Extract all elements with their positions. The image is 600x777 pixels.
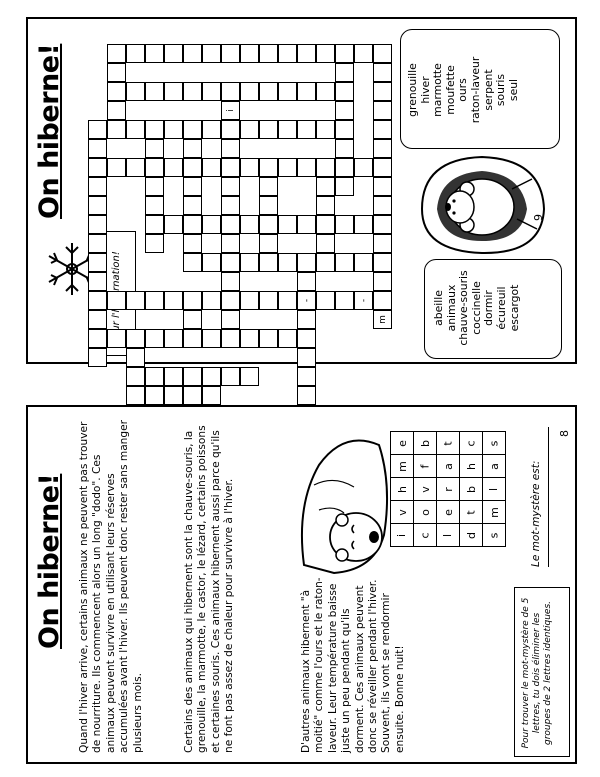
word-right-3: moufette xyxy=(443,65,457,115)
crossword-cell[interactable] xyxy=(373,291,392,310)
crossword-cell[interactable] xyxy=(373,215,392,234)
crossword-cell[interactable] xyxy=(316,215,335,234)
crossword-cell[interactable] xyxy=(88,310,107,329)
crossword-cell[interactable] xyxy=(240,158,259,177)
crossword-cell[interactable] xyxy=(145,139,164,158)
letter-grid-cell: h xyxy=(460,455,483,478)
crossword-cell[interactable] xyxy=(278,120,297,139)
crossword-cell[interactable] xyxy=(88,120,107,139)
crossword-prefilled-letter: i xyxy=(225,109,236,112)
crossword-cell[interactable] xyxy=(145,120,164,139)
crossword-title: On hiberne! xyxy=(34,43,65,219)
crossword-cell[interactable] xyxy=(259,291,278,310)
crossword-cell[interactable] xyxy=(259,253,278,272)
crossword-cell[interactable] xyxy=(335,101,354,120)
crossword-cell[interactable] xyxy=(316,177,335,196)
crossword-cell[interactable] xyxy=(373,234,392,253)
word-list-box-right xyxy=(400,29,560,149)
letter-grid-cell: l xyxy=(483,478,506,501)
crossword-cell[interactable] xyxy=(316,196,335,215)
letter-grid-cell: m xyxy=(483,501,506,524)
word-left-5: écureuil xyxy=(494,286,508,330)
crossword-cell[interactable] xyxy=(278,158,297,177)
letter-grid-cell: o xyxy=(414,501,437,524)
crossword-cell[interactable] xyxy=(259,215,278,234)
crossword-cell[interactable] xyxy=(240,291,259,310)
crossword-cell[interactable] xyxy=(145,291,164,310)
crossword-cell[interactable] xyxy=(183,234,202,253)
crossword-cell[interactable] xyxy=(88,139,107,158)
crossword-cell[interactable] xyxy=(202,82,221,101)
letter-grid-cell: e xyxy=(391,432,414,455)
crossword-cell[interactable] xyxy=(297,120,316,139)
crossword-cell[interactable] xyxy=(373,101,392,120)
crossword-cell[interactable] xyxy=(297,82,316,101)
crossword-cell[interactable] xyxy=(183,215,202,234)
word-left-2: chauve-souris xyxy=(457,270,471,346)
crossword-cell[interactable] xyxy=(126,44,145,63)
letter-grid-row xyxy=(391,455,506,478)
crossword-cell[interactable] xyxy=(259,234,278,253)
letter-grid-cell: b xyxy=(414,432,437,455)
crossword-prefilled-letter: - xyxy=(358,298,369,303)
letter-grid-cell: v xyxy=(414,478,437,501)
crossword-cell[interactable] xyxy=(202,386,221,405)
crossword-cell[interactable] xyxy=(221,120,240,139)
crossword-cell[interactable] xyxy=(259,44,278,63)
crossword-cell[interactable] xyxy=(240,44,259,63)
letter-grid-cell: e xyxy=(437,501,460,524)
crossword-cell[interactable] xyxy=(88,234,107,253)
crossword-cell[interactable] xyxy=(145,386,164,405)
crossword-cell[interactable] xyxy=(278,215,297,234)
word-right-2: marmotte xyxy=(431,63,445,117)
crossword-cell[interactable] xyxy=(316,234,335,253)
letter-grid-cell: h xyxy=(391,478,414,501)
polar-bear-illustration xyxy=(294,425,394,575)
crossword-cell[interactable] xyxy=(373,139,392,158)
crossword-cell[interactable] xyxy=(88,158,107,177)
letter-grid-cell: a xyxy=(437,455,460,478)
crossword-cell[interactable] xyxy=(88,177,107,196)
crossword-cell[interactable] xyxy=(202,253,221,272)
crossword-cell[interactable] xyxy=(202,158,221,177)
crossword-cell[interactable] xyxy=(278,329,297,348)
word-right-6: serpent xyxy=(481,69,495,111)
crossword-cell[interactable] xyxy=(240,253,259,272)
letter-grid-cell: i xyxy=(391,524,414,547)
crossword-cell[interactable] xyxy=(107,101,126,120)
crossword-prefilled-letter: - xyxy=(301,298,312,303)
crossword-prefilled-letter: m xyxy=(377,315,388,324)
crossword-cell[interactable] xyxy=(373,120,392,139)
crossword-cell[interactable] xyxy=(145,44,164,63)
letter-grid-cell: d xyxy=(460,524,483,547)
crossword-cell[interactable] xyxy=(297,215,316,234)
crossword-cell[interactable] xyxy=(107,120,126,139)
reading-title: On hiberne! xyxy=(34,473,65,649)
crossword-cell[interactable] xyxy=(278,44,297,63)
crossword-cell[interactable] xyxy=(202,329,221,348)
crossword-cell[interactable] xyxy=(88,329,107,348)
crossword-cell[interactable] xyxy=(107,82,126,101)
crossword-cell[interactable] xyxy=(373,63,392,82)
crossword-cell[interactable] xyxy=(335,177,354,196)
crossword-cell[interactable] xyxy=(107,329,126,348)
crossword-cell[interactable] xyxy=(145,215,164,234)
crossword-cell[interactable] xyxy=(316,44,335,63)
hint-box xyxy=(514,587,570,757)
crossword-cell[interactable] xyxy=(373,196,392,215)
letter-grid-row xyxy=(391,524,506,547)
crossword-cell[interactable] xyxy=(335,63,354,82)
word-left-6: escargot xyxy=(507,284,521,332)
letter-grid-cell: s xyxy=(483,432,506,455)
crossword-cell[interactable] xyxy=(164,158,183,177)
crossword-cell[interactable] xyxy=(373,177,392,196)
crossword-cell[interactable] xyxy=(221,310,240,329)
crossword-cell[interactable] xyxy=(335,253,354,272)
word-right-5: raton-laveur xyxy=(468,56,482,124)
crossword-cell[interactable] xyxy=(240,329,259,348)
crossword-cell[interactable] xyxy=(183,291,202,310)
mystery-label: Le mot-mystère est: xyxy=(530,460,542,567)
crossword-cell[interactable] xyxy=(221,158,240,177)
crossword-cell[interactable] xyxy=(259,196,278,215)
crossword-cell[interactable] xyxy=(164,44,183,63)
word-list-box-left xyxy=(424,259,562,359)
letter-grid-row xyxy=(391,478,506,501)
crossword-cell[interactable] xyxy=(164,386,183,405)
word-left-4: dormir xyxy=(482,290,496,326)
crossword-cell[interactable] xyxy=(126,367,145,386)
crossword-cell[interactable] xyxy=(88,196,107,215)
letter-grid-cell: l xyxy=(437,524,460,547)
crossword-cell[interactable] xyxy=(297,367,316,386)
crossword-cell[interactable] xyxy=(183,44,202,63)
crossword-cell[interactable] xyxy=(278,291,297,310)
crossword-cell[interactable] xyxy=(373,44,392,63)
letter-grid-cell: a xyxy=(483,455,506,478)
crossword-cell[interactable] xyxy=(145,177,164,196)
crossword-cell[interactable] xyxy=(107,63,126,82)
crossword-cell[interactable] xyxy=(316,82,335,101)
crossword-cell[interactable] xyxy=(297,386,316,405)
letter-grid-cell: f xyxy=(414,455,437,478)
letter-grid-row xyxy=(391,501,506,524)
crossword-cell[interactable] xyxy=(145,329,164,348)
crossword-cell[interactable] xyxy=(297,44,316,63)
paragraph-3: D'autres animaux hibernent "à moitié" comme l'ours et le raton-laveur. Leur température baisse juste un peu pendant qu'ils dorment. Ces animaux peuvent donc se réveiller pendant l'hiver. Souvent, ils vont se rendormir ensuite. Bonne nuit! xyxy=(300,577,406,753)
crossword-cell[interactable] xyxy=(145,158,164,177)
crossword-cell[interactable] xyxy=(335,158,354,177)
word-right-4: ours xyxy=(456,78,470,102)
word-left-1: animaux xyxy=(444,284,458,332)
letter-grid-cell: s xyxy=(483,524,506,547)
crossword-cell[interactable] xyxy=(126,291,145,310)
crossword-cell[interactable] xyxy=(145,196,164,215)
page-number-9: 9 xyxy=(532,214,545,221)
word-left-0: abeille xyxy=(432,290,445,326)
crossword-cell[interactable] xyxy=(240,82,259,101)
crossword-cell[interactable] xyxy=(373,272,392,291)
crossword-cell[interactable] xyxy=(183,367,202,386)
letter-grid-cell: r xyxy=(437,478,460,501)
paragraph-1: Quand l'hiver arrive, certains animaux ne peuvent pas trouver de nourriture. Ils commencent alors un long "dodo". Ces animaux peuvent survivre en utilisant leurs réserves accumulées avant l'hiver. Ils peuvent donc rester sans manger plusieurs mois. xyxy=(78,420,144,753)
letter-grid-cell: b xyxy=(460,478,483,501)
crossword-cell[interactable] xyxy=(335,215,354,234)
crossword-cell[interactable] xyxy=(259,329,278,348)
crossword-cell[interactable] xyxy=(88,215,107,234)
crossword-cell[interactable] xyxy=(221,215,240,234)
crossword-cell[interactable] xyxy=(126,120,145,139)
crossword-cell[interactable] xyxy=(221,234,240,253)
crossword-cell[interactable] xyxy=(278,253,297,272)
crossword-cell[interactable] xyxy=(221,139,240,158)
crossword-cell[interactable] xyxy=(316,253,335,272)
crossword-cell[interactable] xyxy=(221,272,240,291)
crossword-cell[interactable] xyxy=(88,348,107,367)
crossword-cell[interactable] xyxy=(221,367,240,386)
crossword-cell[interactable] xyxy=(259,177,278,196)
crossword-cell[interactable] xyxy=(164,82,183,101)
crossword-cell[interactable] xyxy=(259,158,278,177)
word-left-3: coccinelle xyxy=(469,281,483,335)
crossword-cell[interactable] xyxy=(202,120,221,139)
crossword-cell[interactable] xyxy=(240,215,259,234)
letter-grid-cell: c xyxy=(460,432,483,455)
crossword-cell[interactable] xyxy=(316,158,335,177)
crossword-cell[interactable] xyxy=(183,139,202,158)
crossword-cell[interactable] xyxy=(221,82,240,101)
crossword-cell[interactable] xyxy=(221,291,240,310)
word-right-7: souris xyxy=(494,73,508,107)
crossword-cell[interactable] xyxy=(297,348,316,367)
crossword-cell[interactable] xyxy=(126,158,145,177)
crossword-cell[interactable] xyxy=(316,291,335,310)
crossword-cell[interactable] xyxy=(183,310,202,329)
crossword-cell[interactable] xyxy=(259,82,278,101)
letter-grid xyxy=(390,431,506,547)
crossword-cell[interactable] xyxy=(145,367,164,386)
mystery-word-line xyxy=(530,417,549,567)
page-number-8: 8 xyxy=(558,430,571,437)
crossword-cell[interactable] xyxy=(373,253,392,272)
crossword-cell[interactable] xyxy=(183,386,202,405)
crossword-cell[interactable] xyxy=(145,82,164,101)
crossword-cell[interactable] xyxy=(297,272,316,291)
paragraph-2: Certains des animaux qui hibernent sont la chauve-souris, la grenouille, la marmotte, le castor, le lézard, certains poissons et certaines souris. Ces animaux hibernent aussi parce qu'ils ne font pas assez de chaleur pour survivre à l'hiver. xyxy=(183,425,236,753)
crossword-cell[interactable] xyxy=(126,82,145,101)
crossword-cell[interactable] xyxy=(297,253,316,272)
crossword-cell[interactable] xyxy=(183,253,202,272)
bear-den-illustration xyxy=(412,149,552,259)
hint-text: Pour trouver le mot-mystère de 5 lettres, tu dois éliminer les groupes de 2 lettres identiques. xyxy=(521,597,553,749)
crossword-cell[interactable] xyxy=(183,196,202,215)
crossword-cell[interactable] xyxy=(373,158,392,177)
crossword-cell[interactable] xyxy=(202,44,221,63)
word-right-8: seul xyxy=(506,78,520,102)
crossword-cell[interactable] xyxy=(335,120,354,139)
crossword-cell[interactable] xyxy=(335,44,354,63)
crossword-cell[interactable] xyxy=(126,386,145,405)
crossword-cell[interactable] xyxy=(107,291,126,310)
crossword-cell[interactable] xyxy=(164,329,183,348)
crossword-cell[interactable] xyxy=(316,120,335,139)
crossword-cell[interactable] xyxy=(221,253,240,272)
crossword-cell[interactable] xyxy=(335,82,354,101)
crossword-cell[interactable] xyxy=(259,120,278,139)
crossword-cell[interactable] xyxy=(88,272,107,291)
crossword-cell[interactable] xyxy=(126,348,145,367)
crossword-cell[interactable] xyxy=(164,120,183,139)
crossword-cell[interactable] xyxy=(335,291,354,310)
crossword-cell[interactable] xyxy=(373,82,392,101)
crossword-cell[interactable] xyxy=(354,253,373,272)
crossword-cell[interactable] xyxy=(126,329,145,348)
crossword-cell[interactable] xyxy=(297,329,316,348)
word-right-1: hiver xyxy=(418,76,432,104)
letter-grid-cell: t xyxy=(460,501,483,524)
crossword-cell[interactable] xyxy=(183,82,202,101)
crossword-cell[interactable] xyxy=(88,253,107,272)
crossword-cell[interactable] xyxy=(354,44,373,63)
crossword-cell[interactable] xyxy=(88,291,107,310)
crossword-cell[interactable] xyxy=(221,44,240,63)
crossword-cell[interactable] xyxy=(221,329,240,348)
crossword-cell[interactable] xyxy=(164,291,183,310)
crossword-cell[interactable] xyxy=(107,44,126,63)
crossword-cell[interactable] xyxy=(278,82,297,101)
crossword-cell[interactable] xyxy=(107,158,126,177)
crossword-cell[interactable] xyxy=(240,120,259,139)
crossword-cell[interactable] xyxy=(202,367,221,386)
crossword-cell[interactable] xyxy=(183,177,202,196)
crossword-cell[interactable] xyxy=(183,120,202,139)
crossword-cell[interactable] xyxy=(183,329,202,348)
crossword-cell[interactable] xyxy=(240,367,259,386)
crossword-cell[interactable] xyxy=(164,215,183,234)
crossword-cell[interactable] xyxy=(145,234,164,253)
crossword-cell[interactable] xyxy=(221,196,240,215)
crossword-cell[interactable] xyxy=(202,291,221,310)
word-right-0: grenouille xyxy=(406,63,419,117)
letter-grid-row xyxy=(391,432,506,455)
crossword-cell[interactable] xyxy=(354,215,373,234)
letter-grid-cell: c xyxy=(414,524,437,547)
crossword-cell[interactable] xyxy=(297,158,316,177)
crossword-cell[interactable] xyxy=(354,158,373,177)
crossword-panel xyxy=(26,17,577,364)
reading-panel xyxy=(26,405,577,764)
crossword-cell[interactable] xyxy=(202,215,221,234)
crossword-cell[interactable] xyxy=(183,158,202,177)
crossword-cell[interactable] xyxy=(164,367,183,386)
letter-grid-cell: m xyxy=(391,455,414,478)
crossword-cell[interactable] xyxy=(221,177,240,196)
crossword-cell[interactable] xyxy=(335,139,354,158)
letter-grid-cell: v xyxy=(391,501,414,524)
letter-grid-cell: t xyxy=(437,432,460,455)
crossword-cell[interactable] xyxy=(297,310,316,329)
